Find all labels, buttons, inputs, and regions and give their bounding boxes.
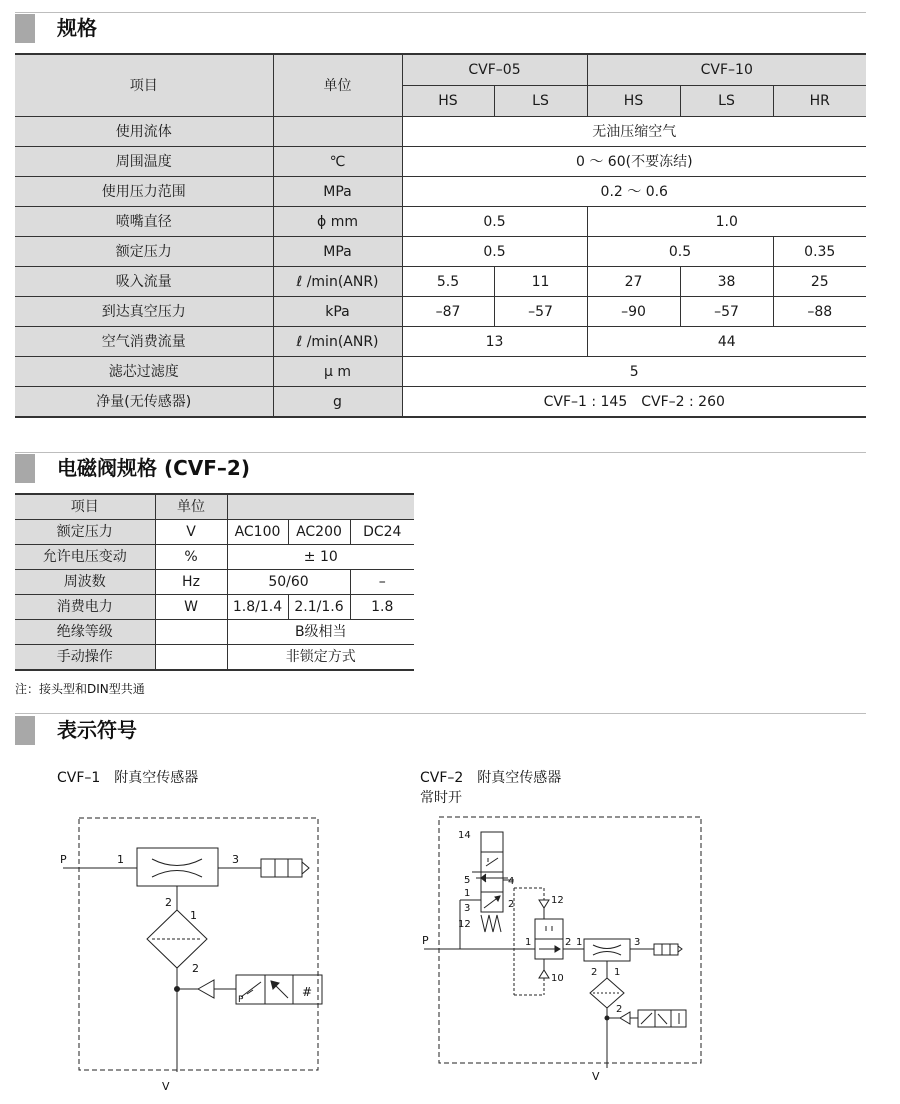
row-label: 使用流体 [15, 117, 273, 147]
row-value: DC24 [350, 520, 414, 545]
header-item: 项目 [15, 494, 155, 520]
row-value: 44 [587, 327, 866, 357]
row-value: –57 [680, 297, 773, 327]
cvf2-label-12-left: 12 [458, 919, 471, 930]
row-value: – [350, 570, 414, 595]
row-value: –90 [587, 297, 680, 327]
row-value: AC200 [288, 520, 350, 545]
row-label: 允许电压变动 [15, 545, 155, 570]
row-label: 喷嘴直径 [15, 207, 273, 237]
cvf2-label-s2: 2 [616, 1004, 623, 1015]
row-unit: V [155, 520, 227, 545]
cvf1-label-f2: 2 [165, 896, 172, 909]
row-label: 使用压力范围 [15, 177, 273, 207]
row-value: 非锁定方式 [227, 645, 414, 671]
cvf2-label-1: 1 [464, 888, 471, 899]
row-value: 2.1/1.6 [288, 595, 350, 620]
ejector-nozzle-bottom [152, 871, 202, 878]
cvf2-label-2: 2 [508, 899, 515, 910]
row-value: B级相当 [227, 620, 414, 645]
cvf1-label-port3: 3 [232, 853, 239, 866]
row-unit: Hz [155, 570, 227, 595]
cvf2-label-5: 5 [464, 875, 471, 886]
row-value: –57 [494, 297, 587, 327]
row-label: 滤芯过滤度 [15, 357, 273, 387]
cvf2-label-v: V [592, 1070, 600, 1083]
header-sub-hs: HS [587, 86, 680, 117]
row-label: 空气消费流量 [15, 327, 273, 357]
cvf2-caption: CVF–2 附真空传感器 [420, 770, 562, 786]
cvf2-subcaption: 常时开 [420, 790, 462, 806]
row-label: 额定压力 [15, 237, 273, 267]
row-label: 额定压力 [15, 520, 155, 545]
ejector-nozzle-top [152, 859, 202, 866]
row-label: 周波数 [15, 570, 155, 595]
header-sub-hr: HR [773, 86, 866, 117]
pilot-inlet-12-icon [539, 900, 549, 908]
header-unit: 单位 [155, 494, 227, 520]
row-value: 1.0 [587, 207, 866, 237]
row-unit: kPa [273, 297, 402, 327]
cvf1-label-f1: 1 [190, 909, 197, 922]
row-value: 0.35 [773, 237, 866, 267]
cvf2-label-c2: 2 [565, 937, 572, 948]
cvf1-label-s2: 2 [192, 962, 199, 975]
cvf2-label-f2: 2 [591, 967, 598, 978]
section-title-symbol: 表示符号 [57, 718, 137, 742]
cvf1-label-p: P [60, 853, 67, 866]
row-value: CVF–1 : 145 CVF–2 : 260 [402, 387, 866, 418]
header-cvf10: CVF–10 [587, 54, 866, 86]
row-unit: ℓ /min(ANR) [273, 267, 402, 297]
row-unit: W [155, 595, 227, 620]
row-value: 11 [494, 267, 587, 297]
row-value: 5.5 [402, 267, 494, 297]
cvf1-label-port1: 1 [117, 853, 124, 866]
row-value: 无油压缩空气 [402, 117, 866, 147]
row-value: AC100 [227, 520, 288, 545]
row-unit: MPa [273, 177, 402, 207]
cvf2-label-12-right: 12 [551, 895, 564, 906]
header-item: 项目 [15, 54, 273, 117]
cvf2-label-e3: 3 [634, 937, 641, 948]
row-value: 0.5 [402, 237, 587, 267]
header-sub-ls: LS [494, 86, 587, 117]
pilot-inlet-10-icon [539, 970, 549, 978]
cvf2-circuit-symbol [424, 817, 701, 1068]
row-unit: % [155, 545, 227, 570]
cvf1-outline-box [79, 818, 318, 1070]
row-value: 5 [402, 357, 866, 387]
header-sub-ls: LS [680, 86, 773, 117]
row-label: 净量(无传感器) [15, 387, 273, 418]
solenoid-actuator-icon [481, 832, 503, 852]
cvf2-label-f1: 1 [614, 967, 621, 978]
row-unit: ℓ /min(ANR) [273, 327, 402, 357]
cvf2-ejector-body [584, 939, 630, 961]
header-cvf05: CVF–05 [402, 54, 587, 86]
row-label: 手动操作 [15, 645, 155, 671]
row-unit: g [273, 387, 402, 418]
row-value: 0 ～ 60(不要冻结) [402, 147, 866, 177]
main-valve-upper [535, 919, 563, 939]
row-value: 0.5 [402, 207, 587, 237]
return-spring-icon [481, 915, 501, 932]
row-value: 1.8/1.4 [227, 595, 288, 620]
row-value: 38 [680, 267, 773, 297]
row-value: 13 [402, 327, 587, 357]
sensor-inlet-icon [198, 980, 214, 998]
silencer-icon [261, 859, 302, 877]
cvf2-label-c1: 1 [525, 937, 532, 948]
row-value: ± 10 [227, 545, 414, 570]
header-sub-hs: HS [402, 86, 494, 117]
cvf2-label-e1: 1 [576, 937, 583, 948]
cvf2-label-4: 4 [508, 876, 515, 887]
row-label: 周围温度 [15, 147, 273, 177]
cvf2-label-10: 10 [551, 973, 564, 984]
cvf1-label-v: V [162, 1080, 170, 1093]
row-label: 消费电力 [15, 595, 155, 620]
row-unit: MPa [273, 237, 402, 267]
row-value: 0.5 [587, 237, 773, 267]
row-value: 25 [773, 267, 866, 297]
cvf1-caption: CVF–1 附真空传感器 [57, 770, 199, 786]
row-unit: μ m [273, 357, 402, 387]
row-value: 0.2 ～ 0.6 [402, 177, 866, 207]
ejector-body [137, 848, 218, 886]
row-label: 到达真空压力 [15, 297, 273, 327]
cvf1-label-sensor-p: P [238, 995, 244, 1005]
row-value: 1.8 [350, 595, 414, 620]
section-title-spec: 规格 [57, 16, 97, 40]
cvf2-label-p: P [422, 934, 429, 947]
solenoid-note: 注：接头型和DIN型共通 [15, 682, 145, 696]
row-value: –88 [773, 297, 866, 327]
cvf2-silencer-icon [654, 944, 678, 955]
row-label: 绝缘等级 [15, 620, 155, 645]
row-value: 50/60 [227, 570, 350, 595]
row-label: 吸入流量 [15, 267, 273, 297]
section-title-solenoid: 电磁阀规格 (CVF–2) [57, 456, 250, 480]
row-unit: ℃ [273, 147, 402, 177]
cvf2-label-3: 3 [464, 903, 471, 914]
row-unit: ϕ mm [273, 207, 402, 237]
cvf1-label-hash: # [302, 985, 313, 999]
row-value: 27 [587, 267, 680, 297]
cvf1-circuit-symbol [63, 818, 322, 1072]
header-unit: 单位 [273, 54, 402, 117]
cvf2-label-14: 14 [458, 830, 471, 841]
row-value: –87 [402, 297, 494, 327]
